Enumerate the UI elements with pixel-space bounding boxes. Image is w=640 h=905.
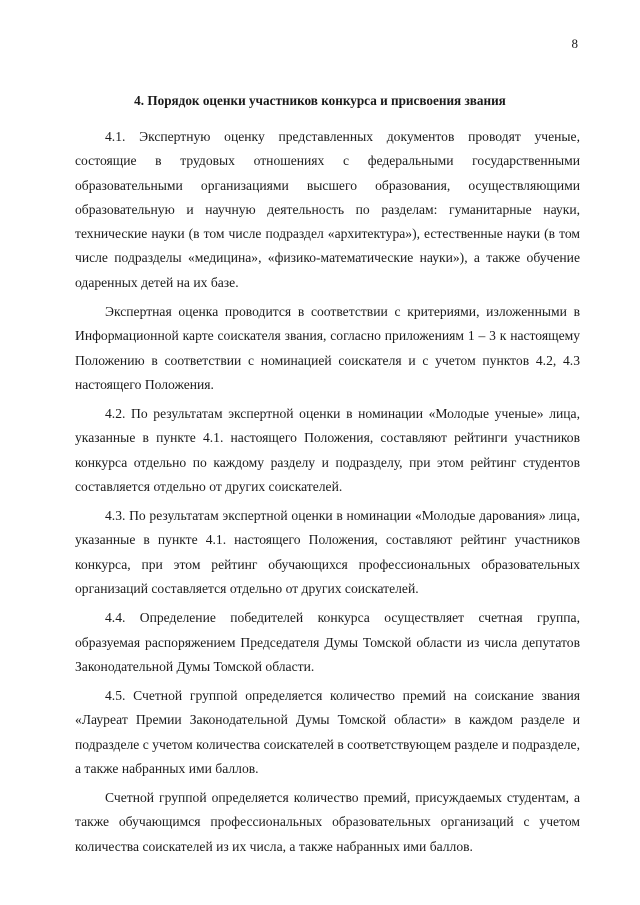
paragraph-expert-evaluation: Экспертная оценка проводится в соответствии с критериями, изложенными в Информационной карте соискателя звания, согласно приложениям 1 – 3 к настоящему Положению в соответствии с номинацией соискателя и с учетом пунктов 4.2, 4.3 настоящего Положения. <box>75 303 580 392</box>
paragraph-4-1: 4.1. Экспертную оценку представленных документов проводят ученые, состоящие в трудовых отношениях с федеральными государственными образовательными организациями высшего образования, осуществляющими образовательную и научную деятельность по разделам: гуманитарные науки, технические науки (в том числе подраздел «архитектура»), естественные науки (в том числе подразделы «медицина», «физико-математические науки»), а также обучение одаренных детей на их базе. <box>75 129 580 290</box>
paragraph-4-4: 4.4. Определение победителей конкурса осуществляет счетная группа, образуемая распоряжением Председателя Думы Томской области из числа депутатов Законодательной Думы Томской области. <box>75 610 580 674</box>
body-text <box>75 125 580 859</box>
section-title: 4. Порядок оценки участников конкурса и присвоения звания <box>134 93 506 108</box>
paragraph-4-3: 4.3. По результатам экспертной оценки в номинации «Молодые дарования» лица, указанные в пункте 4.1. настоящего Положения, составляют рейтинг участников конкурса, при этом рейтинг обучающихся профессиональных образовательных организаций составляется отдельно от других соискателей. <box>75 508 580 597</box>
page-number: 8 <box>571 36 578 51</box>
paragraph-4-2: 4.2. По результатам экспертной оценки в номинации «Молодые ученые» лица, указанные в пункте 4.1. настоящего Положения, составляют рейтинги участников конкурса отдельно по каждому разделу и подразделу, при этом рейтинг студентов составляется отдельно от других соискателей. <box>75 406 580 494</box>
paragraph-4-5: 4.5. Счетной группой определяется количество премий на соискание звания «Лауреат Премии Законодательной Думы Томской области» в каждом разделе и подразделе с учетом количества соискателей в соответствующем разделе и подразделе, а также набранных ими баллов. <box>75 687 580 776</box>
paragraph-students-awards: Счетной группой определяется количество премий, присуждаемых студентам, а также обучающимся профессиональных образовательных организаций с учетом количества соискателей из их числа, а также набранных ими баллов. <box>75 790 580 854</box>
